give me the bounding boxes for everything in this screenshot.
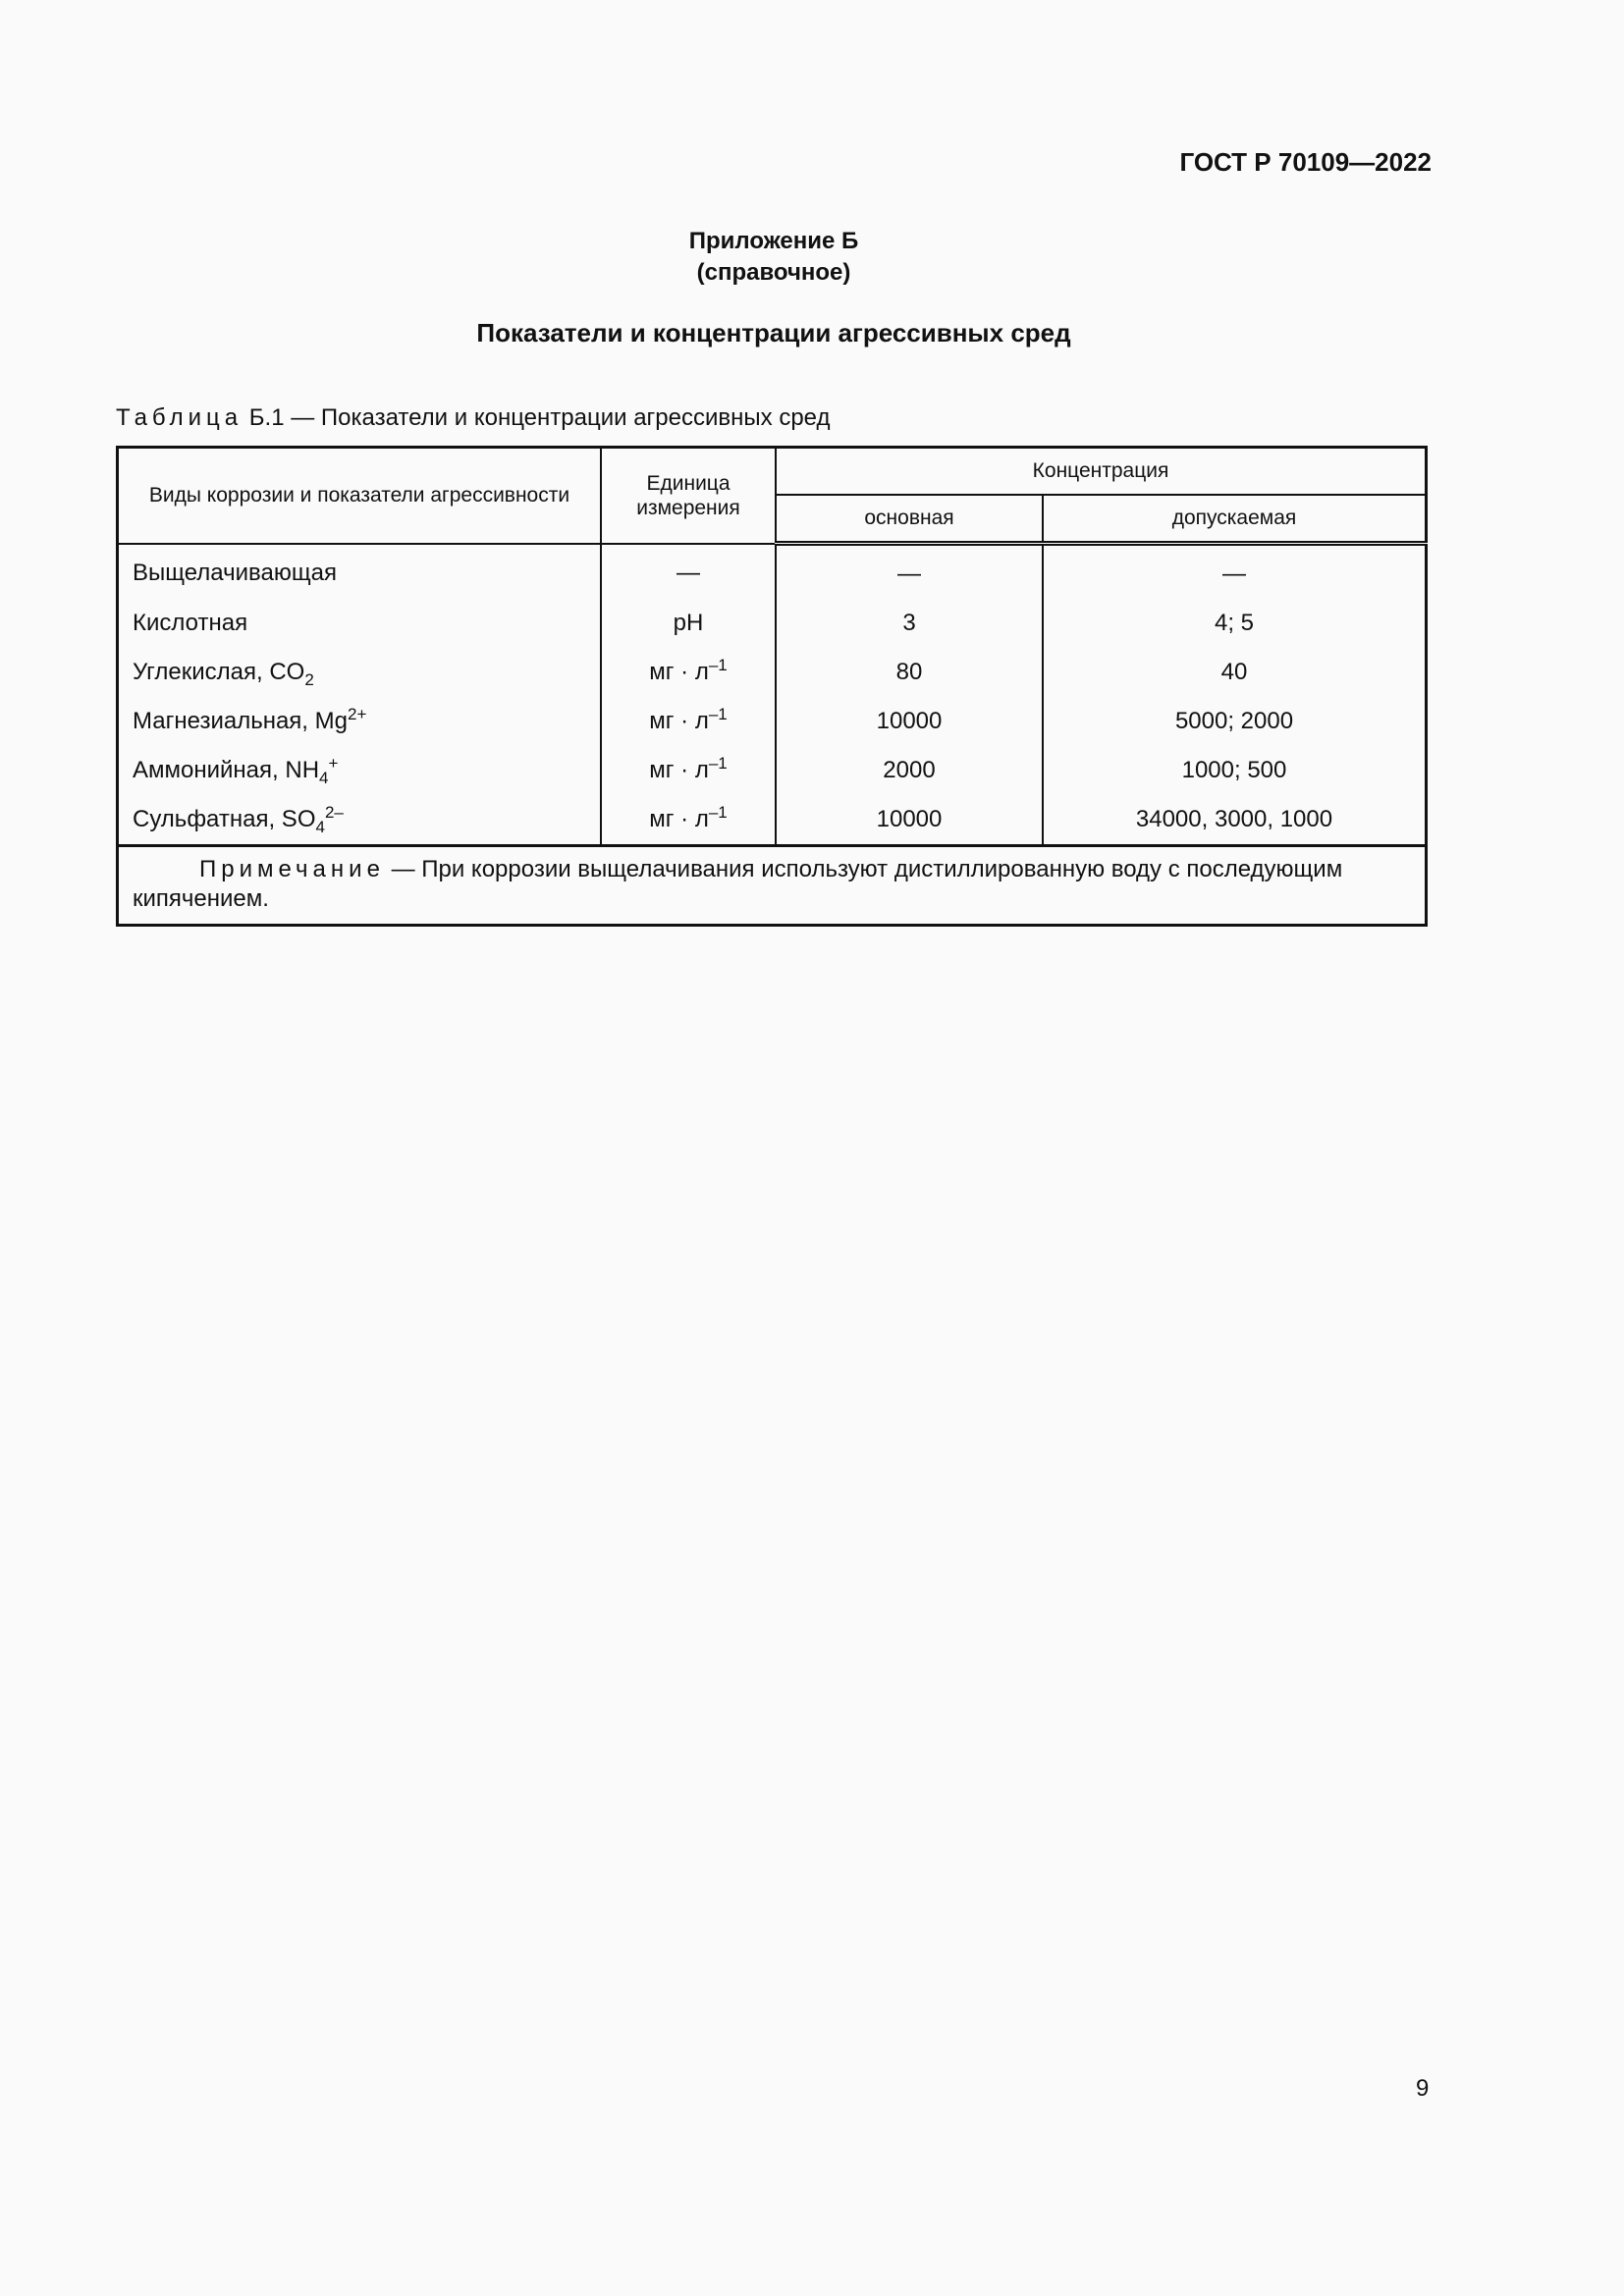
kind-text: Сульфатная, SO xyxy=(133,806,316,832)
header-unit-line1: Единица xyxy=(646,471,731,495)
kind-text: Магнезиальная, Mg xyxy=(133,708,348,734)
cell-unit xyxy=(601,795,776,846)
cell-kind xyxy=(118,746,602,795)
kind-subscript: 4 xyxy=(315,817,325,836)
table-caption-text: Б.1 — Показатели и концентрации агрессивных сред xyxy=(243,404,831,431)
table-row xyxy=(118,697,1427,746)
kind-superscript: 2+ xyxy=(347,705,367,723)
cell-allowed: 5000; 2000 xyxy=(1043,697,1427,746)
table-body xyxy=(118,544,1427,846)
cell-unit xyxy=(601,697,776,746)
header-allowed: допускаемая xyxy=(1043,495,1427,544)
table-note xyxy=(118,846,1427,926)
cell-unit xyxy=(601,648,776,697)
unit-superscript: –1 xyxy=(708,656,728,674)
header-unit-line2: измерения xyxy=(636,496,740,519)
header-unit xyxy=(601,448,776,544)
kind-text: Аммонийная, NH xyxy=(133,757,320,783)
kind-text: Кислотная xyxy=(133,610,248,636)
kind-text: Выщелачивающая xyxy=(133,560,337,587)
kind-superscript: 2– xyxy=(324,803,344,822)
appendix-subtitle: (справочное) xyxy=(696,259,851,286)
aggressive-media-table xyxy=(116,446,1428,927)
cell-kind xyxy=(118,697,602,746)
cell-unit xyxy=(601,599,776,648)
unit-superscript: –1 xyxy=(708,705,728,723)
table-caption xyxy=(116,404,831,432)
kind-subscript: 4 xyxy=(319,768,329,787)
cell-main: 3 xyxy=(776,599,1043,648)
header-kind: Виды коррозии и показатели агрессивности xyxy=(118,448,602,544)
cell-kind xyxy=(118,544,602,600)
cell-kind xyxy=(118,599,602,648)
unit-text: мг · л xyxy=(649,757,709,783)
cell-allowed: 4; 5 xyxy=(1043,599,1427,648)
header-main: основная xyxy=(776,495,1043,544)
cell-main: 10000 xyxy=(776,697,1043,746)
cell-unit xyxy=(601,746,776,795)
table-row xyxy=(118,648,1427,697)
cell-allowed: — xyxy=(1043,544,1427,600)
cell-allowed: 1000; 500 xyxy=(1043,746,1427,795)
unit-text: мг · л xyxy=(649,806,709,832)
table-row xyxy=(118,746,1427,795)
unit-text: pH xyxy=(673,610,704,636)
table-row xyxy=(118,795,1427,846)
kind-superscript: + xyxy=(328,754,339,773)
note-label: Примечание xyxy=(199,856,385,882)
cell-kind xyxy=(118,648,602,697)
cell-main: 10000 xyxy=(776,795,1043,846)
table-row xyxy=(118,599,1427,648)
unit-text: мг · л xyxy=(649,659,709,685)
cell-main: 80 xyxy=(776,648,1043,697)
unit-text: — xyxy=(677,560,700,587)
cell-main: — xyxy=(776,544,1043,600)
table-caption-prefix: Таблица xyxy=(116,404,244,431)
appendix-heading xyxy=(0,226,1547,289)
page-number: 9 xyxy=(1416,2075,1430,2102)
header-concentration: Концентрация xyxy=(776,448,1427,496)
kind-text: Углекислая, CO xyxy=(133,659,305,685)
unit-superscript: –1 xyxy=(708,803,728,822)
note-row xyxy=(118,846,1427,926)
kind-subscript: 2 xyxy=(304,669,314,689)
note-text: — При коррозии выщелачивания используют дистиллированную воду с последующим кипячением. xyxy=(133,856,1343,912)
cell-allowed: 34000, 3000, 1000 xyxy=(1043,795,1427,846)
table-row xyxy=(118,544,1427,600)
appendix-title: Приложение Б xyxy=(688,228,859,254)
cell-unit xyxy=(601,544,776,600)
unit-text: мг · л xyxy=(649,708,709,734)
unit-superscript: –1 xyxy=(708,754,728,773)
document-code: ГОСТ Р 70109—2022 xyxy=(1179,147,1432,177)
cell-main: 2000 xyxy=(776,746,1043,795)
cell-kind xyxy=(118,795,602,846)
cell-allowed: 40 xyxy=(1043,648,1427,697)
section-title: Показатели и концентрации агрессивных сред xyxy=(476,318,1071,347)
